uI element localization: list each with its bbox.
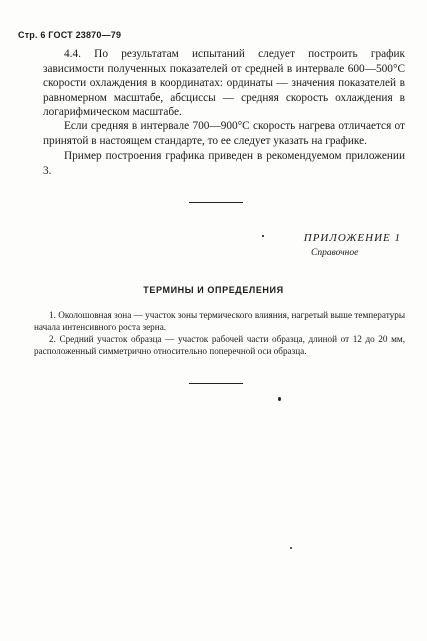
appendix-title: ПРИЛОЖЕНИЕ 1 bbox=[303, 232, 401, 244]
definition-item: 1. Околошовная зона — участок зоны термического влияния, нагретый выше температуры начала интенсивного роста зерна. bbox=[34, 310, 405, 332]
paragraph-example-reference: Пример построения графика приведен в рекомендуемом приложении 3. bbox=[43, 150, 405, 177]
print-mark bbox=[278, 397, 281, 401]
paragraph-heating-rate: Если средняя в интервале 700—900°С скорость нагрева отличается от принятой в настоящем стандарте, то ее следует указать на графике. bbox=[43, 120, 405, 147]
section-divider bbox=[189, 202, 243, 203]
terms-heading: ТЕРМИНЫ И ОПРЕДЕЛЕНИЯ bbox=[143, 285, 284, 295]
appendix-subtitle: Справочное bbox=[311, 248, 359, 258]
print-speck bbox=[262, 235, 264, 237]
page-header: Стр. 6 ГОСТ 23870—79 bbox=[18, 30, 122, 40]
end-divider bbox=[189, 383, 243, 384]
paragraph-4-4: 4.4. По результатам испытаний следует построить график зависимости полученных показателей от средней в интервале 600—500°С скорости охлаждения в координатах: ординаты — значения показателей в равномерном масштабе, абсциссы — средняя скорость охлаждения в логарифмическом масштабе. bbox=[43, 48, 405, 118]
definition-item: 2. Средний участок образца — участок рабочей части образца, длиной от 12 до 20 мм, расположенный симметрично относительно поперечной оси образца. bbox=[34, 334, 405, 356]
print-speck bbox=[290, 547, 292, 549]
